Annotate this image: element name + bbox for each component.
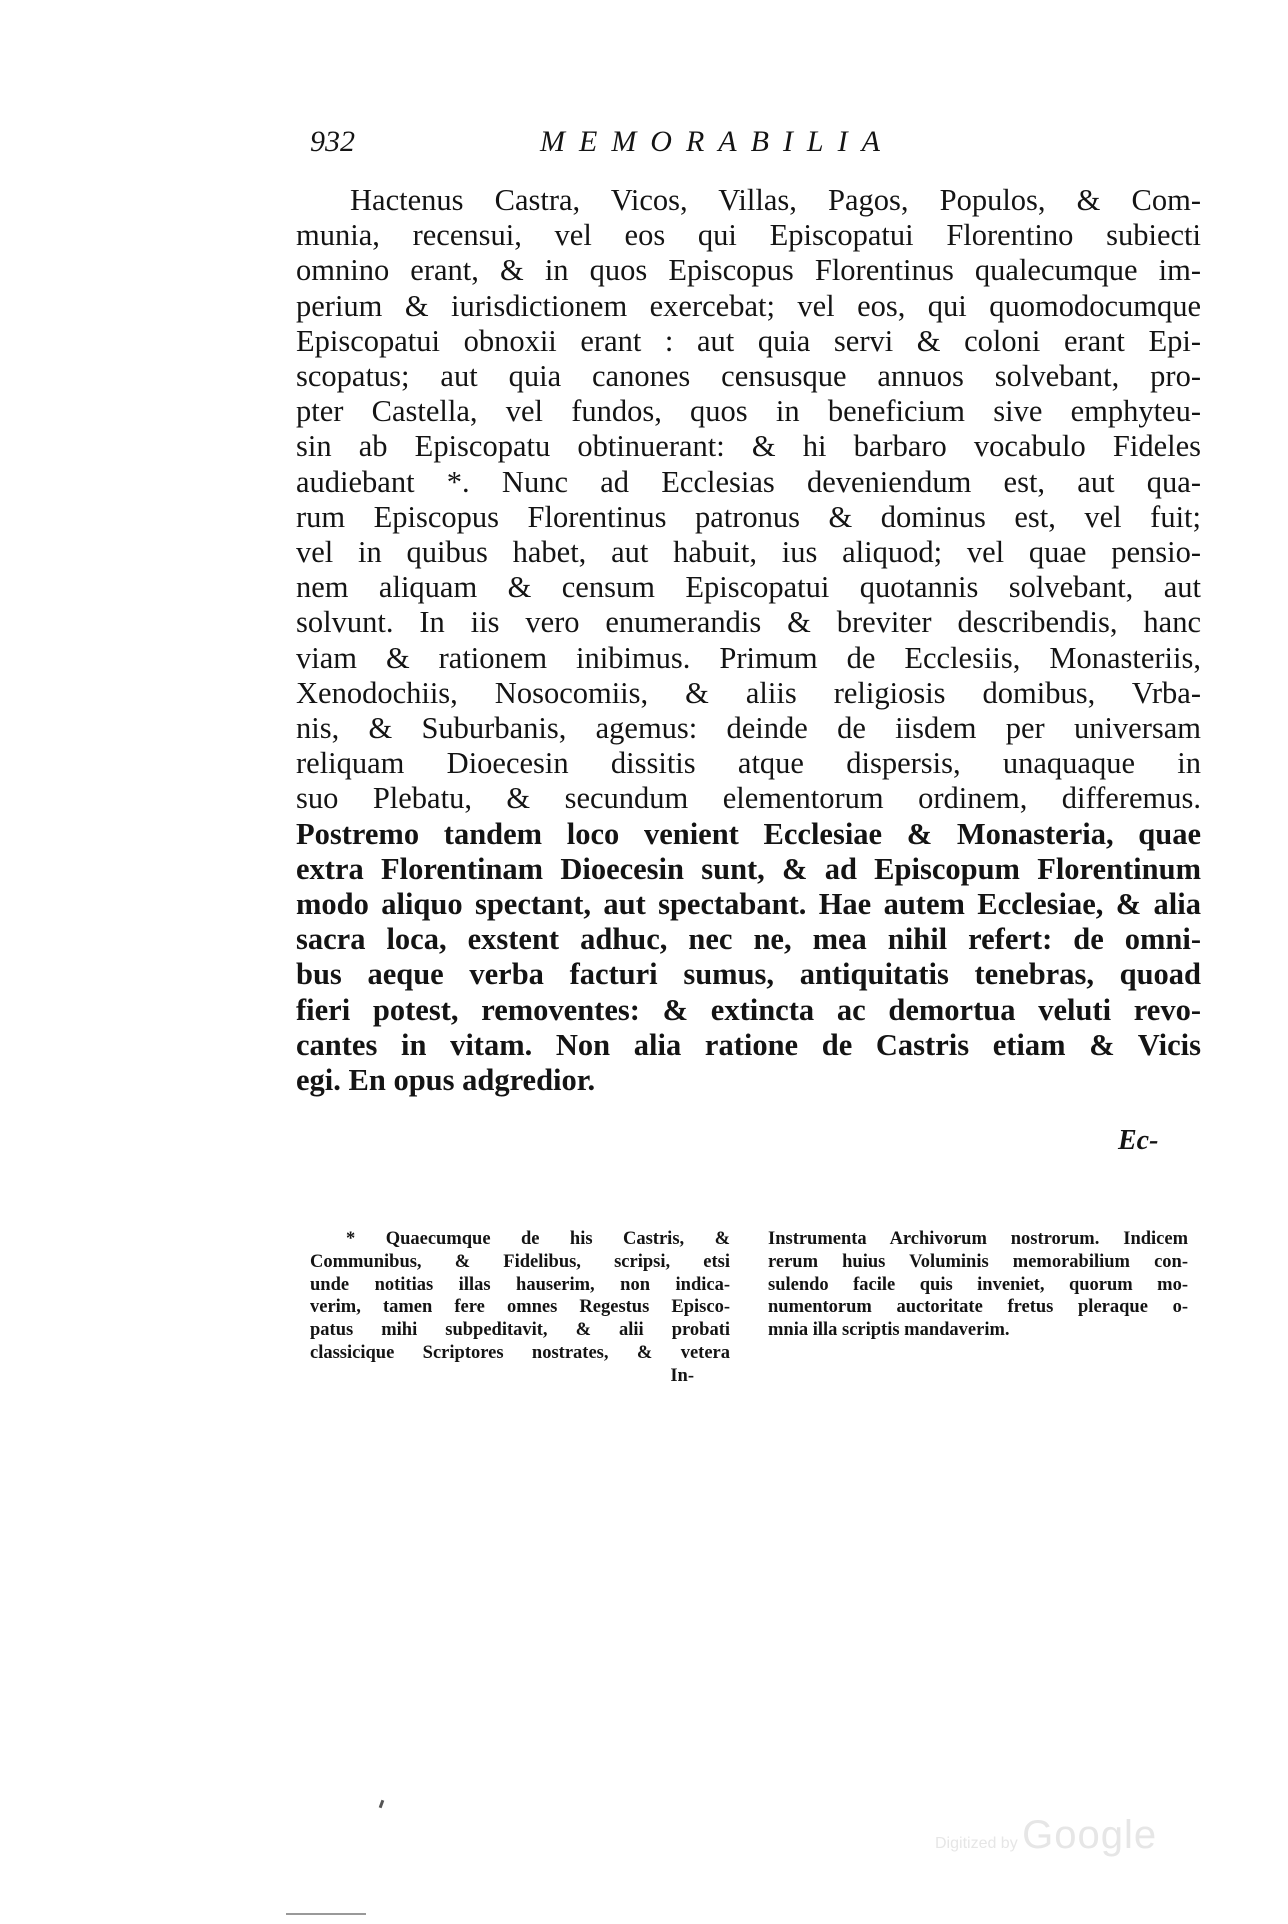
footnote-line: * Quaecumque de his Castris, & bbox=[346, 1229, 730, 1249]
footnote-column-right bbox=[768, 1228, 1188, 1342]
footnote-line: patus mihi subpeditavit, & alii probati bbox=[310, 1320, 730, 1341]
footnote-catchword: In- bbox=[670, 1365, 694, 1386]
footnote-line: classicique Scriptores nostrates, & vetera bbox=[310, 1342, 730, 1363]
text-line: perium & iurisdictionem exercebat; vel eos, qui quomodocumque bbox=[296, 288, 1201, 323]
text-line: omnino erant, & in quos Episcopus Florentinus qualecumque im- bbox=[296, 253, 1201, 288]
text-line: fieri potest, removentes: & extincta ac demortua veluti revo- bbox=[296, 992, 1201, 1027]
text-line: suo Plebatu, & secundum elementorum ordinem, differemus. bbox=[296, 781, 1201, 816]
watermark-small-text: Digitized by bbox=[935, 1835, 1018, 1852]
text-line: Episcopatui obnoxii erant : aut quia servi & coloni erant Epi- bbox=[296, 323, 1201, 358]
text-line: rum Episcopus Florentinus patronus & dominus est, vel fuit; bbox=[296, 499, 1201, 534]
footnote-line: Instrumenta Archivorum nostrorum. Indicem bbox=[768, 1229, 1188, 1249]
text-line: nis, & Suburbanis, agemus: deinde de iisdem per universam bbox=[296, 711, 1201, 746]
footnote-line: rerum huius Voluminis memorabilium con- bbox=[768, 1251, 1188, 1272]
text-line: audiebant *. Nunc ad Ecclesias deveniendum est, aut qua- bbox=[296, 464, 1201, 499]
ink-speck bbox=[379, 1800, 385, 1809]
watermark-brand-text: Google bbox=[1022, 1813, 1158, 1857]
footnote-line: Communibus, & Fidelibus, scripsi, etsi bbox=[310, 1251, 730, 1272]
footnote-column-left bbox=[310, 1228, 730, 1388]
text-line: bus aeque verba facturi sumus, antiquitatis tenebras, quoad bbox=[296, 957, 1201, 992]
text-line: Xenodochiis, Nosocomiis, & aliis religiosis domibus, Vrba- bbox=[296, 675, 1201, 710]
text-line: sin ab Episcopatu obtinuerant: & hi barbaro vocabulo Fideles bbox=[296, 429, 1201, 464]
text-line: reliquam Dioecesin dissitis atque dispersis, unaquaque in bbox=[296, 746, 1201, 781]
text-line: extra Florentinam Dioecesin sunt, & ad Episcopum Florentinum bbox=[296, 851, 1201, 886]
footnote-line: numentorum auctoritate fretus pleraque o- bbox=[768, 1297, 1188, 1318]
text-line: Hactenus Castra, Vicos, Villas, Pagos, Populos, & Com- bbox=[350, 183, 1201, 217]
text-line: scopatus; aut quia canones censusque annuos solvebant, pro- bbox=[296, 359, 1201, 394]
text-line: vel in quibus habet, aut habuit, ius aliquod; vel quae pensio- bbox=[296, 535, 1201, 570]
digitized-watermark bbox=[935, 1813, 1157, 1858]
text-line: munia, recensui, vel eos qui Episcopatui Florentino subiecti bbox=[296, 218, 1201, 253]
text-line: solvunt. In iis vero enumerandis & breviter describendis, hanc bbox=[296, 605, 1201, 640]
footnote-line: verim, tamen fere omnes Regestus Episco- bbox=[310, 1297, 730, 1318]
page-number: 932 bbox=[310, 125, 355, 158]
text-line: cantes in vitam. Non alia ratione de Castris etiam & Vicis bbox=[296, 1027, 1201, 1062]
footnote-line: sulendo facile quis inveniet, quorum mo- bbox=[768, 1274, 1188, 1295]
catchword: Ec- bbox=[1118, 1125, 1159, 1156]
text-line: sacra loca, exstent adhuc, nec ne, mea nihil refert: de omni- bbox=[296, 922, 1201, 957]
page-edge-line bbox=[286, 1913, 366, 1915]
text-line: egi. En opus adgredior. bbox=[296, 1063, 596, 1098]
text-line: viam & rationem inibimus. Primum de Ecclesiis, Monasteriis, bbox=[296, 640, 1201, 675]
page-header bbox=[310, 125, 940, 165]
footnotes bbox=[310, 1228, 1190, 1408]
text-line: pter Castella, vel fundos, quos in beneficium sive emphyteu- bbox=[296, 394, 1201, 429]
text-line: nem aliquam & censum Episcopatui quotannis solvebant, aut bbox=[296, 570, 1201, 605]
main-paragraph bbox=[296, 183, 1201, 1098]
text-line: Postremo tandem loco venient Ecclesiae & Monasteria, quae bbox=[296, 816, 1201, 851]
text-line: modo aliquo spectant, aut spectabant. Hae autem Ecclesiae, & alia bbox=[296, 887, 1201, 922]
running-title: MEMORABILIA bbox=[540, 125, 894, 158]
footnote-line: mnia illa scriptis mandaverim. bbox=[768, 1320, 1010, 1341]
footnote-line: unde notitias illas hauserim, non indica- bbox=[310, 1274, 730, 1295]
